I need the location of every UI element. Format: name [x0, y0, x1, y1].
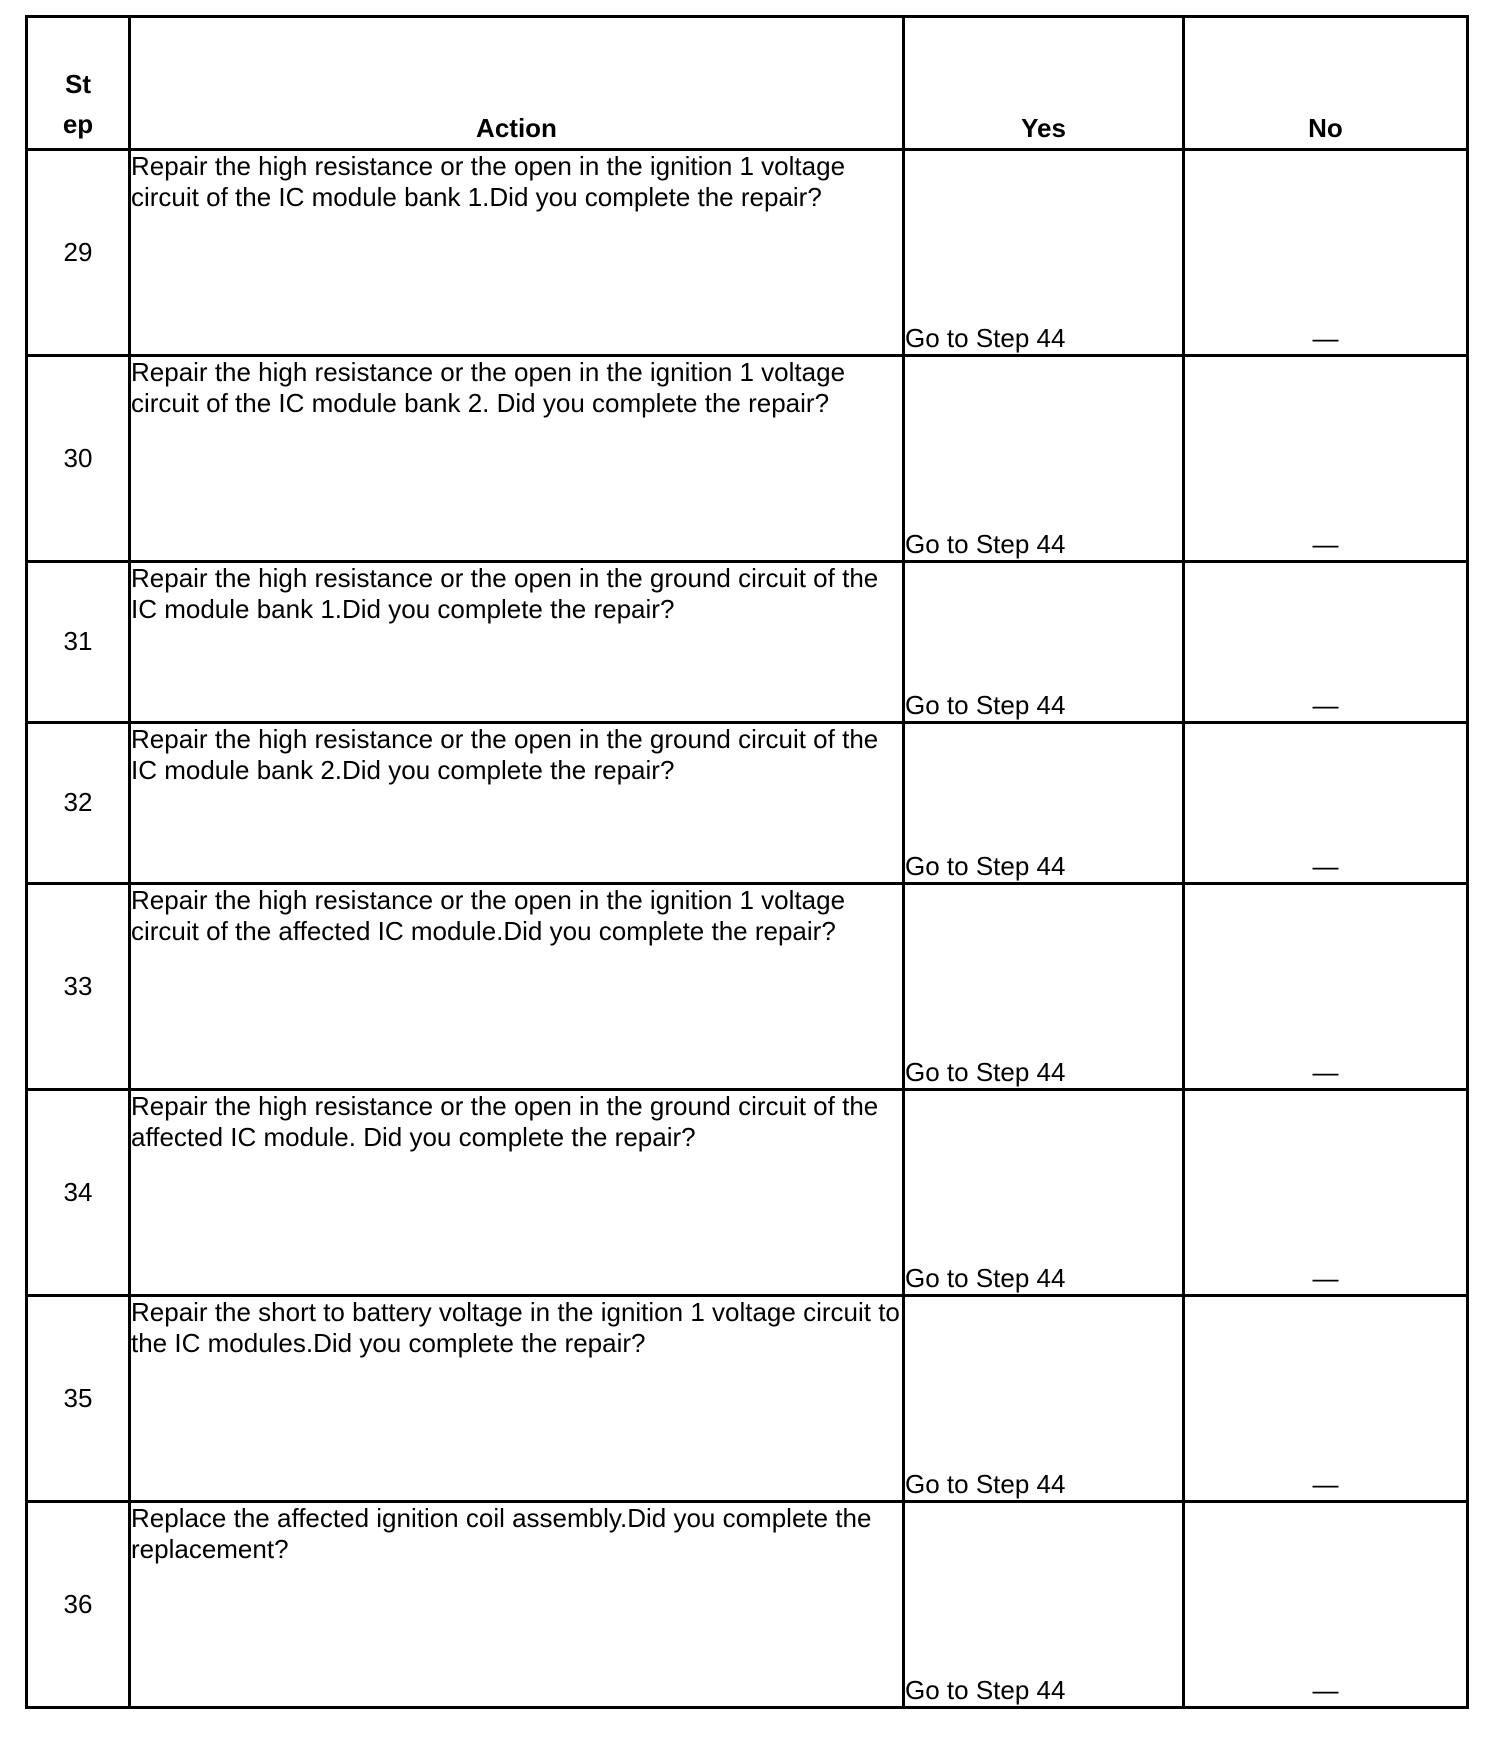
step-number: 36	[27, 1502, 130, 1708]
step-number: 29	[27, 150, 130, 356]
action-text: Repair the high resistance or the open in the ground circuit of the IC module bank 2.Did you complete the repair?	[130, 723, 904, 884]
step-number: 34	[27, 1090, 130, 1296]
action-text: Repair the high resistance or the open in the ignition 1 voltage circuit of the IC module bank 1.Did you complete the repair?	[130, 150, 904, 356]
table-row	[27, 1296, 1468, 1502]
no-result: —	[1184, 150, 1468, 356]
step-header-line1: St	[65, 69, 91, 99]
no-result: —	[1184, 723, 1468, 884]
yes-result: Go to Step 44	[904, 562, 1184, 723]
action-text: Repair the short to battery voltage in the ignition 1 voltage circuit to the IC modules.Did you complete the repair?	[130, 1296, 904, 1502]
no-result: —	[1184, 1502, 1468, 1708]
action-text: Repair the high resistance or the open in the ignition 1 voltage circuit of the IC module bank 2. Did you complete the repair?	[130, 356, 904, 562]
action-text: Repair the high resistance or the open in the ground circuit of the affected IC module. Did you complete the repair?	[130, 1090, 904, 1296]
step-column-header	[27, 17, 130, 150]
no-result: —	[1184, 884, 1468, 1090]
step-number: 31	[27, 562, 130, 723]
table-row	[27, 562, 1468, 723]
step-number: 35	[27, 1296, 130, 1502]
action-text: Repair the high resistance or the open in the ground circuit of the IC module bank 1.Did you complete the repair?	[130, 562, 904, 723]
step-number: 32	[27, 723, 130, 884]
yes-result: Go to Step 44	[904, 1502, 1184, 1708]
yes-result: Go to Step 44	[904, 150, 1184, 356]
step-number: 33	[27, 884, 130, 1090]
action-column-header: Action	[130, 17, 904, 150]
step-number: 30	[27, 356, 130, 562]
no-column-header: No	[1184, 17, 1468, 150]
step-header-line2: ep	[62, 109, 94, 139]
yes-result: Go to Step 44	[904, 884, 1184, 1090]
action-text: Repair the high resistance or the open in the ignition 1 voltage circuit of the affected IC module.Did you complete the repair?	[130, 884, 904, 1090]
no-result: —	[1184, 1090, 1468, 1296]
yes-result: Go to Step 44	[904, 1296, 1184, 1502]
table-row	[27, 884, 1468, 1090]
action-text: Replace the affected ignition coil assembly.Did you complete the replacement?	[130, 1502, 904, 1708]
table-row	[27, 1502, 1468, 1708]
yes-column-header: Yes	[904, 17, 1184, 150]
table-row	[27, 150, 1468, 356]
table-header-row	[27, 17, 1468, 150]
no-result: —	[1184, 562, 1468, 723]
diagnostic-steps-table	[25, 15, 1469, 1709]
yes-result: Go to Step 44	[904, 723, 1184, 884]
no-result: —	[1184, 356, 1468, 562]
table-row	[27, 356, 1468, 562]
table-row	[27, 723, 1468, 884]
yes-result: Go to Step 44	[904, 356, 1184, 562]
table-row	[27, 1090, 1468, 1296]
no-result: —	[1184, 1296, 1468, 1502]
yes-result: Go to Step 44	[904, 1090, 1184, 1296]
